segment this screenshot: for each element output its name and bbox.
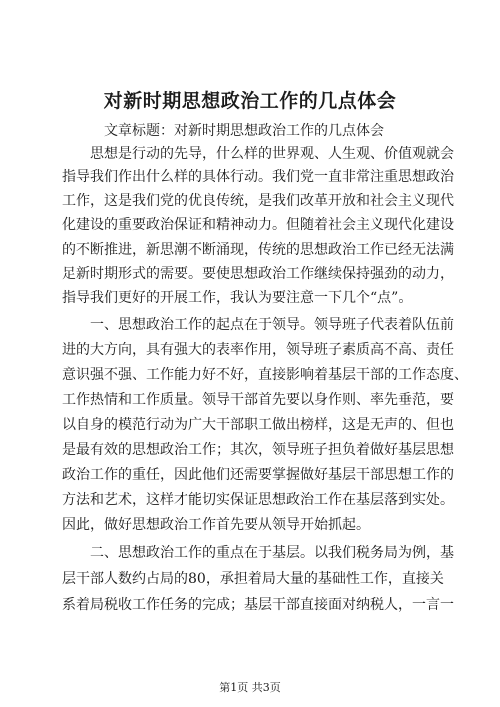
body-line: 工作，这是我们党的优良传统，是我们改革开放和社会主义现代	[62, 193, 454, 209]
body-line: 一、思想政治工作的起点在于领导。领导班子代表着队伍前	[90, 317, 454, 333]
body-line: 以自身的模范行动为广大干部职工做出榜样，这是无声的、但也	[62, 417, 454, 433]
article-title-line: 文章标题：对新时期思想政治工作的几点体会	[104, 123, 384, 139]
body-line: 足新时期形式的需要。要使思想政治工作继续保持强劲的动力，	[62, 266, 454, 282]
body-line: 层干部人数约占局的80，承担着局大量的基础性工作，直接关	[62, 571, 444, 587]
body-line: 工作热情和工作质量。领导干部首先要以身作则、率先垂范，要	[62, 392, 454, 408]
body-line: 化建设的重要政治保证和精神动力。但随着社会主义现代化建设	[62, 217, 454, 233]
body-line: 系着局税收工作任务的完成；基层干部直接面对纳税人，一言一	[62, 597, 454, 613]
body-line: 进的大方向，具有强大的表率作用，领导班子素质高不高、责任	[62, 342, 454, 358]
body-line: 方法和艺术，这样才能切实保证思想政治工作在基层落到实处。	[62, 492, 454, 508]
body-line: 因此，做好思想政治工作首先要从领导开始抓起。	[62, 517, 370, 533]
body-line: 政治工作的重任，因此他们还需要掌握做好基层干部思想工作的	[62, 467, 454, 483]
document-title: 对新时期思想政治工作的几点体会	[103, 90, 397, 112]
body-line: 意识强不强、工作能力好不好，直接影响着基层干部的工作态度、	[62, 367, 468, 383]
body-line: 是最有效的思想政治工作；其次，领导班子担负着做好基层思想	[62, 442, 454, 458]
body-line: 指导我们更好的开展工作，我认为要注意一下几个“点”。	[62, 290, 413, 306]
body-line: 指导我们作出什么样的具体行动。我们党一直非常注重思想政治	[62, 169, 454, 185]
body-line: 二、思想政治工作的重点在于基层。以我们税务局为例，基	[90, 545, 454, 561]
body-line: 思想是行动的先导，什么样的世界观、人生观、价值观就会	[90, 146, 454, 162]
body-line: 的不断推进，新思潮不断涌现，传统的思想政治工作已经无法满	[62, 242, 454, 258]
page-footer: 第1页 共3页	[219, 681, 281, 694]
